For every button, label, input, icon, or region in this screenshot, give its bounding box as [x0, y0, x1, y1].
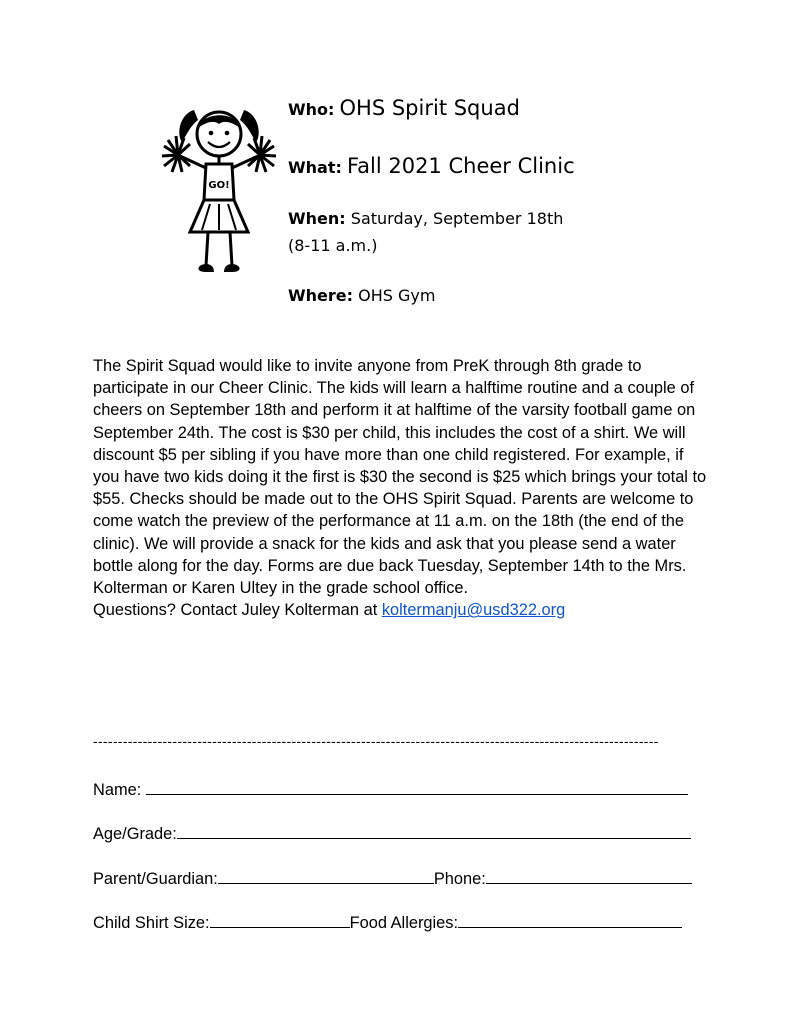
who-label: Who: — [288, 100, 335, 119]
shirt-blank[interactable] — [210, 911, 350, 928]
who-value: OHS Spirit Squad — [339, 96, 520, 120]
questions-prefix: Questions? Contact Juley Kolterman at — [93, 601, 382, 620]
body-paragraph: The Spirit Squad would like to invite anyone from PreK through 8th grade to participate in our Cheer Clinic. The kids will learn a halftime routine and a couple of cheers on September 18th and perform it at halftime of the varsity football game on September 24th. The cost is $30 per child, this includes the cost of a shirt. We will discount $5 per sibling if you have more than one child registered. For example, if you have two kids doing it the first is $30 the second is $25 which brings your total to $55. Checks should be made out to the OHS Spirit Squad. Parents are welcome to come watch the preview of the performance at 11 a.m. on the 18th (the end of the clinic). We will provide a snack for the kids and ask that you please send a water bottle along for the day. Forms are due back Tuesday, September 14th to the Mrs. Kolterman or Karen Ultey in the grade school office. — [93, 357, 707, 598]
age-blank[interactable] — [177, 822, 691, 839]
what-label: What: — [288, 158, 342, 177]
body-text — [93, 355, 708, 621]
shirt-text: GO! — [208, 180, 230, 191]
name-label: Name: — [93, 781, 142, 799]
what-line — [288, 154, 575, 178]
cheerleader-icon — [158, 100, 282, 276]
parent-label: Parent/Guardian: — [93, 870, 218, 888]
email-link[interactable]: koltermanju@usd322.org — [381, 601, 566, 620]
allergies-label: Food Allergies: — [349, 914, 459, 932]
what-value: Fall 2021 Cheer Clinic — [346, 154, 575, 178]
when-line — [288, 209, 563, 228]
cut-line: ------------------------------------------------------------------------------------------------------------------ — [93, 733, 659, 749]
parent-blank[interactable] — [218, 867, 434, 884]
shirt-label: Child Shirt Size: — [93, 914, 210, 932]
age-label: Age/Grade: — [93, 825, 177, 843]
where-line — [288, 286, 435, 305]
where-value: OHS Gym — [358, 286, 436, 305]
who-line — [288, 96, 520, 120]
when-label: When: — [288, 209, 346, 228]
parent-field-row — [93, 867, 692, 889]
name-field-row — [93, 778, 688, 800]
phone-blank[interactable] — [486, 867, 692, 884]
when-time: (8-11 a.m.) — [288, 236, 378, 255]
shirt-field-row — [93, 911, 682, 933]
questions-line — [93, 599, 708, 621]
phone-label: Phone: — [433, 870, 486, 888]
age-field-row — [93, 822, 691, 844]
allergies-blank[interactable] — [458, 911, 682, 928]
name-blank[interactable] — [146, 778, 688, 795]
when-value: Saturday, September 18th — [350, 209, 564, 228]
where-label: Where: — [288, 286, 354, 305]
